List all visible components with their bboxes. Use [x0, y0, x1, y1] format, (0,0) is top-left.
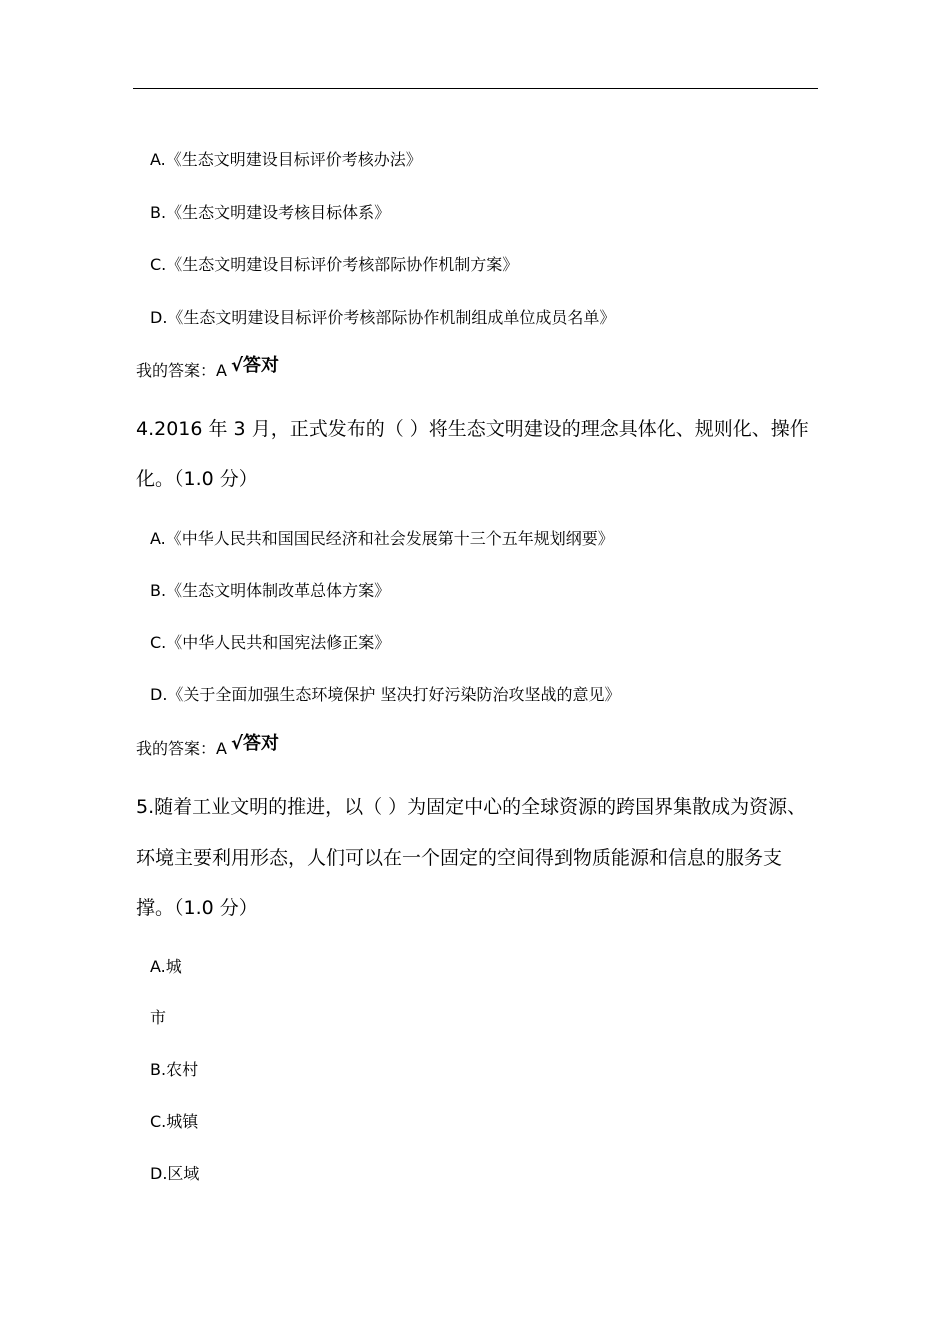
q5-option-b[interactable]: B.农村 — [150, 1060, 199, 1079]
header-rule — [133, 88, 818, 89]
q5-option-c[interactable]: C.城镇 — [150, 1112, 199, 1131]
q5-option-d[interactable]: D.区域 — [150, 1164, 200, 1183]
q4-option-d[interactable]: D.《关于全面加强生态环境保护 坚决打好污染防治攻坚战的意见》 — [150, 685, 621, 704]
q4-result-check: √答对 — [230, 733, 279, 754]
q5-text-line-3: 撑。（1.0 分） — [136, 897, 258, 919]
q3-option-a[interactable]: A.《生态文明建设目标评价考核办法》 — [150, 150, 422, 169]
q3-option-c[interactable]: C.《生态文明建设目标评价考核部际协作机制方案》 — [150, 255, 519, 274]
q5-option-a[interactable]: A.城 — [150, 957, 182, 976]
q4-answer — [136, 733, 279, 758]
q5-option-a-wrap[interactable]: 市 — [150, 1008, 167, 1027]
q3-answer-label: 我的答案：A — [136, 361, 227, 380]
q4-option-b[interactable]: B.《生态文明体制改革总体方案》 — [150, 581, 391, 600]
q4-option-c[interactable]: C.《中华人民共和国宪法修正案》 — [150, 633, 391, 652]
q3-answer — [136, 355, 279, 380]
q5-text-line-1: 5.随着工业文明的推进，以（ ）为固定中心的全球资源的跨国界集散成为资源、 — [136, 796, 807, 818]
q4-option-a[interactable]: A.《中华人民共和国国民经济和社会发展第十三个五年规划纲要》 — [150, 529, 614, 548]
q4-answer-label: 我的答案：A — [136, 739, 227, 758]
q5-text-line-2: 环境主要利用形态，人们可以在一个固定的空间得到物质能源和信息的服务支 — [136, 847, 783, 869]
q3-option-d[interactable]: D.《生态文明建设目标评价考核部际协作机制组成单位成员名单》 — [150, 308, 616, 327]
q4-text-line-1: 4.2016 年 3 月，正式发布的（ ）将生态文明建设的理念具体化、规则化、操作 — [136, 418, 809, 440]
q3-option-b[interactable]: B.《生态文明建设考核目标体系》 — [150, 203, 391, 222]
q3-result-check: √答对 — [230, 355, 279, 376]
q4-text-line-2: 化。（1.0 分） — [136, 468, 258, 490]
